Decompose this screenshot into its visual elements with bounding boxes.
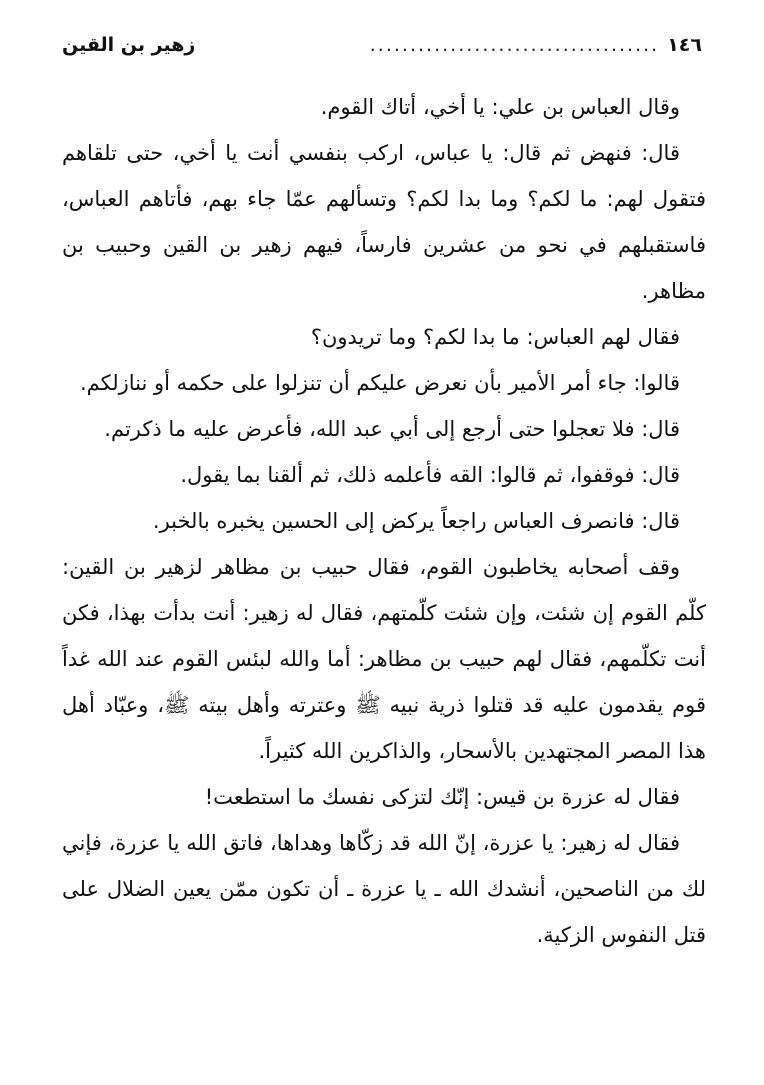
paragraph: فقال له عزرة بن قيس: إنّك لتزكى نفسك ما استطعت! — [204, 785, 680, 809]
paragraph: فقال لهم العباس: ما بدا لكم؟ وما تريدون؟ — [310, 325, 680, 349]
paragraph: فقال له زهير: يا عزرة، إنّ الله قد زكّاها وهداها، فاتق الله يا عزرة، فإني لك من الناصحين، أنشدك الله ـ يا عزرة ـ أن تكون ممّن يعين الضلال على قتل النفوس الزكية. — [62, 831, 706, 947]
paragraph: قالوا: جاء أمر الأمير بأن نعرض عليكم أن تنزلوا على حكمه أو ننازلكم. — [79, 371, 680, 395]
paragraph: وقف أصحابه يخاطبون القوم، فقال حبيب بن مظاهر لزهير بن القين: كلّم القوم إن شئت، وإن شئت كلّمتهم، فقال له زهير: أنت بدأت بهذا، فكن أنت تكلّمهم، فقال لهم حبيب بن مظاهر: أما والله لبئس القوم عند الله غداً قوم يقدمون عليه قد قتلوا ذرية نبيه ﷺ وعترته وأهل بيته ﷺ، وعبّاد أهل هذا المصر المجتهدين بالأسحار، والذاكرين الله كثيراً. — [62, 555, 706, 763]
body-text — [62, 84, 706, 1055]
header-leader-dots: .................................... — [369, 34, 660, 56]
paragraph: قال: فلا تعجلوا حتى أرجع إلى أبي عبد الله، فأعرض عليه ما ذكرتم. — [104, 417, 680, 441]
paragraph: وقال العباس بن علي: يا أخي، أتاك القوم. — [320, 95, 680, 119]
paragraph: قال: فانصرف العباس راجعاً يركض إلى الحسين يخبره بالخبر. — [152, 509, 680, 533]
running-title: زهير بن القين — [62, 34, 196, 56]
paragraph: قال: فوقفوا، ثم قالوا: القه فأعلمه ذلك، ثم ألقنا بما يقول. — [180, 463, 680, 487]
page-number: ١٤٦ — [667, 34, 702, 56]
paragraph: قال: فنهض ثم قال: يا عباس، اركب بنفسي أنت يا أخي، حتى تلقاهم فتقول لهم: ما لكم؟ وما بدا لكم؟ وتسألهم عمّا جاء بهم، فأتاهم العباس، فاستقبلهم في نحو من عشرين فارساً، فيهم زهير بن القين وحبيب بن مظاهر. — [62, 141, 706, 303]
page-header — [62, 28, 702, 62]
